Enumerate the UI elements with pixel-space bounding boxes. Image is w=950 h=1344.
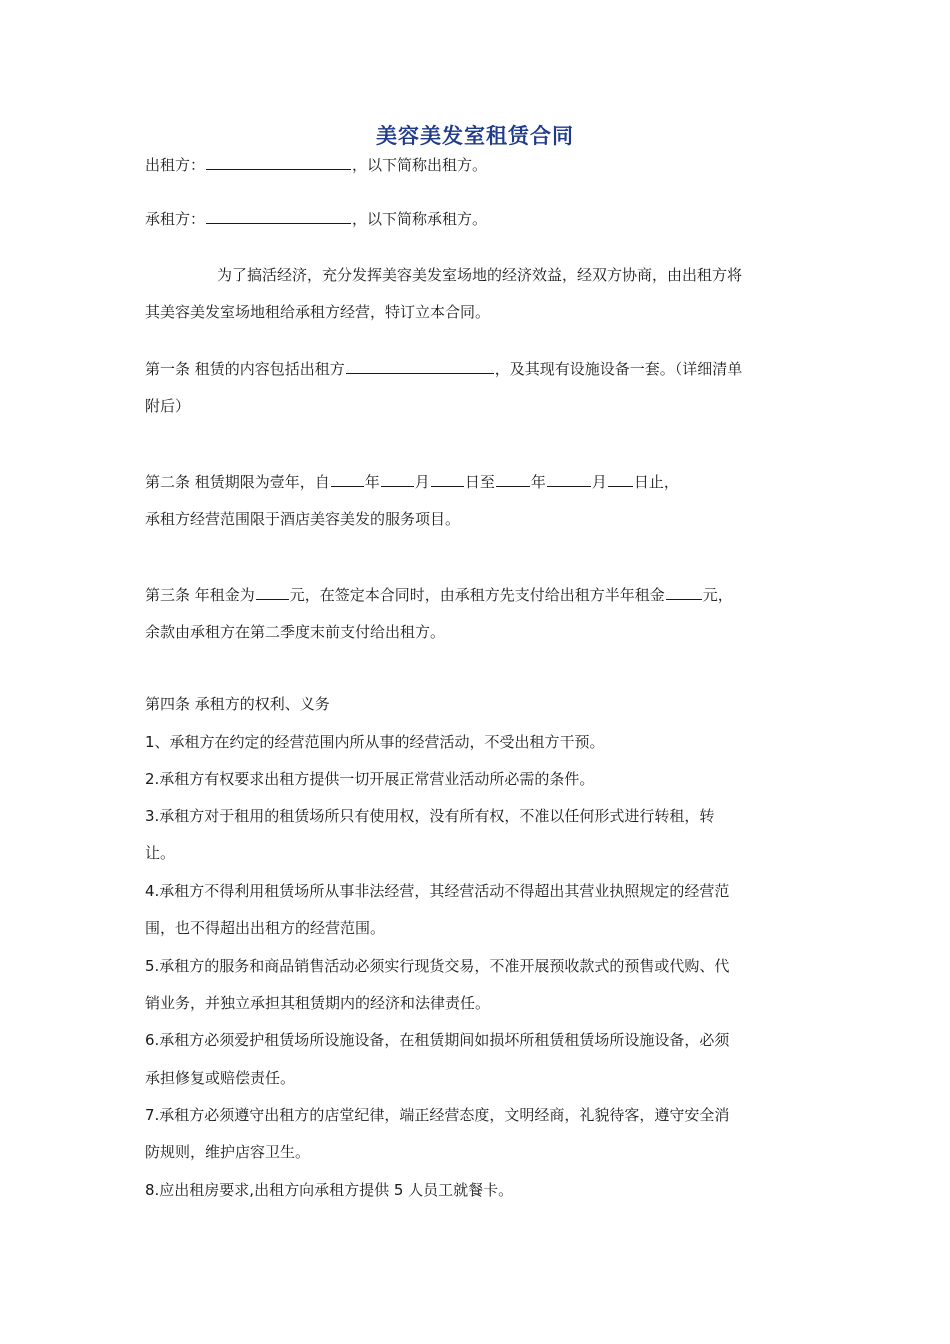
article3-line-2: 余款由承租方在第二季度末前支付给出租方。 [145, 623, 446, 641]
article4-item-5-line-1: 5.承租方的服务和商品销售活动必须实行现货交易，不准开展预收款式的预售或代购、代 [145, 957, 730, 975]
half-year-rent-blank [666, 584, 702, 600]
article4-heading: 第四条 承租方的权利、义务 [145, 695, 330, 713]
article2-line-2: 承租方经营范围限于酒店美容美发的服务项目。 [145, 510, 461, 528]
lessor-suffix: ，以下简称出租方。 [352, 156, 488, 174]
document-title: 美容美发室租赁合同 [376, 124, 574, 148]
article2-part1: 第二条 租赁期限为壹年，自 [145, 473, 330, 491]
lessor-label: 出租方： [145, 156, 206, 174]
article2-day1: 日至 [464, 473, 495, 491]
annual-rent-blank [256, 584, 289, 600]
start-month-blank [381, 471, 414, 487]
article4-item-5-line-2: 销业务，并独立承担其租赁期内的经济和法律责任。 [145, 994, 491, 1012]
article4-item-8: 8.应出租房要求,出租方向承租方提供 5 人员工就餐卡。 [145, 1181, 514, 1199]
start-day-blank [431, 471, 464, 487]
article2-month1: 月 [414, 473, 430, 491]
lessor-blank [206, 154, 351, 170]
article4-item-7-line-1: 7.承租方必须遵守出租方的店堂纪律，端正经营态度，文明经商，礼貌待客，遵守安全消 [145, 1106, 730, 1124]
article1-line-2: 附后） [145, 397, 191, 415]
end-month-blank [547, 471, 591, 487]
lessee-blank [206, 208, 351, 224]
article4-item-6-line-2: 承担修复或赔偿责任。 [145, 1069, 296, 1087]
article4-item-3-line-2: 让。 [145, 844, 176, 862]
article3-part2: 元，在签定本合同时，由承租方先支付给出租方半年租金 [289, 586, 665, 604]
end-day-blank [608, 471, 633, 487]
article2-year1: 年 [364, 473, 380, 491]
article1-suffix: ，及其现有设施设备一套。（详细清单 [494, 360, 743, 378]
article4-item-4-line-2: 围，也不得超出出租方的经营范围。 [145, 919, 386, 937]
article3-line-1 [145, 584, 810, 605]
article1-prefix: 第一条 租赁的内容包括出租方 [145, 360, 345, 378]
article4-item-6-line-1: 6.承租方必须爱护租赁场所设施设备，在租赁期间如损坏所租赁租赁场所设施设备，必须 [145, 1031, 730, 1049]
article4-item-2: 2.承租方有权要求出租方提供一切开展正常营业活动所必需的条件。 [145, 770, 595, 788]
preamble-line-1: 为了搞活经济，充分发挥美容美发室场地的经济效益，经双方协商，由出租方将 [217, 266, 743, 284]
article4-item-4-line-1: 4.承租方不得利用租赁场所从事非法经营，其经营活动不得超出其营业执照规定的经营范 [145, 882, 730, 900]
article1-line-1 [145, 358, 810, 379]
article4-item-7-line-2: 防规则，维护店容卫生。 [145, 1143, 311, 1161]
article2-year2: 年 [530, 473, 546, 491]
lessor-line [145, 154, 810, 175]
lessee-line [145, 208, 810, 229]
article2-line-1 [145, 471, 810, 492]
article1-blank [346, 358, 494, 374]
article4-item-3-line-1: 3.承租方对于租用的租赁场所只有使用权，没有所有权，不准以任何形式进行转租，转 [145, 807, 715, 825]
article2-day2: 日止， [633, 473, 679, 491]
end-year-blank [496, 471, 530, 487]
preamble-line-2: 其美容美发室场地租给承租方经营，特订立本合同。 [145, 303, 491, 321]
article4-item-1: 1、承租方在约定的经营范围内所从事的经营活动，不受出租方干预。 [145, 733, 605, 751]
article2-month2: 月 [591, 473, 607, 491]
lessee-suffix: ，以下简称承租方。 [352, 210, 488, 228]
article3-part1: 第三条 年租金为 [145, 586, 255, 604]
start-year-blank [331, 471, 364, 487]
lessee-label: 承租方： [145, 210, 206, 228]
article3-part3: 元， [702, 586, 733, 604]
